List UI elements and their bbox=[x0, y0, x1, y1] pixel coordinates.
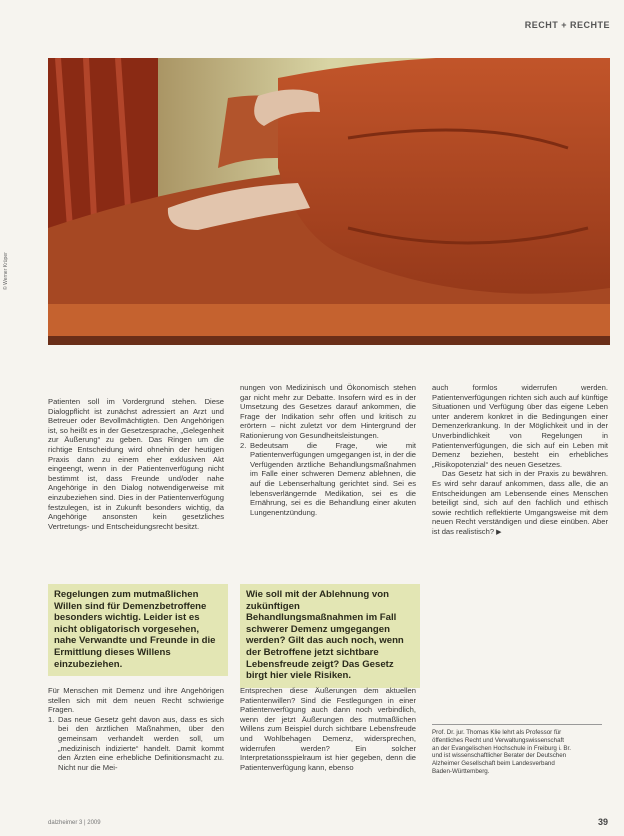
section-header: RECHT + RECHTE bbox=[524, 20, 610, 30]
column-3-paragraph: auch formlos widerrufen werden. Patientenverfügungen richten sich auch auf künftige Situationen und Verfügung über das eigene Leben unter anderem konkret in die Bedingungen einer Demenzerkrankung. In der Möglichkeit und in der Unverbindlichkeit von Regelungen in Patientenverfügungen, die sich auf ein Leben mit Demenz beziehen, besteht ein erhebliches „Risikopotenzial“ des neuen Gesetzes. bbox=[432, 383, 608, 469]
column-1-lower-text bbox=[48, 686, 224, 772]
list-item bbox=[240, 441, 416, 518]
photo-credit: © Werner Krüper bbox=[3, 252, 9, 290]
pull-quote-2: Wie soll mit der Ablehnung von zukünftigen Behandlungsmaßnahmen im Fall schwerer Demenz umgegangen werden? Gilt das auch noch, wenn der Betroffene jetzt sichtbare Lebensfreude zeigt? Das Gesetz birgt hier viele Risiken. bbox=[240, 584, 420, 688]
column-1-lower-paragraph: Für Menschen mit Demenz und ihre Angehörigen stellen sich mit dem neuen Recht schwierige Fragen. bbox=[48, 686, 224, 715]
pull-quote-1: Regelungen zum mutmaßlichen Willen sind für Demenzbetroffene besonders wichtig. Leider ist es nicht obligatorisch vorgesehen, nahe Verwandte und Freunde in die Ermittlung dieses Willens einzubeziehen. bbox=[48, 584, 228, 676]
page-number: 39 bbox=[597, 817, 608, 827]
column-3-paragraph-2-text: Das Gesetz hat sich in der Praxis zu bewähren. Es wird sehr darauf ankommen, dass alle, die an Entscheidungen am Lebensende eines Menschen beteiligt sind, sich auf den fachlich und ethisch sowie rechtlich reflektierte Umgangsweise mit dem neuen Recht verständigen und diese einüben. Aber ist das realistisch? bbox=[432, 469, 608, 536]
column-2-lower-text bbox=[240, 686, 416, 772]
end-mark-icon: ▶ bbox=[496, 528, 502, 536]
divider bbox=[432, 724, 602, 725]
list-number: 2. bbox=[240, 440, 247, 450]
column-1-text bbox=[48, 397, 224, 531]
footer-publication: dalzheimer 3 | 2009 bbox=[48, 820, 101, 826]
author-bio: Prof. Dr. jur. Thomas Klie lehrt als Professor für öffentliches Recht und Verwaltungswissenschaft an der Evangelischen Hochschule in Freiburg i. Br. und ist wissenschaftlicher Berater der Deutschen Alzheimer Gesellschaft beim Landesverband Baden-Württemberg. bbox=[432, 729, 571, 775]
list-number: 1. bbox=[48, 714, 55, 724]
photo-illustration bbox=[48, 58, 610, 345]
column-3-text bbox=[432, 383, 608, 538]
column-2-paragraph: nungen von Medizinisch und Ökonomisch stehen gar nicht mehr zur Debatte. Insofern wird es in der Umsetzung des Gesetzes darauf ankommen, die Frage der Indikation sehr offen und kritisch zu erörtern – nicht zuletzt vor dem Hintergrund der Rationierung von Gesundheitsleistungen. bbox=[240, 383, 416, 440]
column-3-paragraph-2 bbox=[432, 469, 608, 537]
list-item-text: Das neue Gesetz geht davon aus, dass es sich bei den ärztlichen Maßnahmen, über den gemeinsam verhandelt werden soll, um „medizinisch indizierte“ handelt. Damit kommt den Ärzten eine erhebliche Definitionsmacht zu. Nicht nur die Mei- bbox=[58, 714, 224, 772]
column-2-text bbox=[240, 383, 416, 517]
column-2-lower-paragraph: Entsprechen diese Äußerungen dem aktuellen Patientenwillen? Sind die Festlegungen in einer Patientenverfügung auch dann noch verbindlich, wenn der jetzt Äußerungen des mutmaßlichen Willens zum Beispiel durch sichtbare Lebensfreude und Wohlbehagen Demenz, widersprechen, widerrufen werden? Ein solcher Interpretationsspielraum ist hier gegeben, denn die Patientenverfügung kann, ebenso bbox=[240, 686, 416, 772]
list-item-text: Bedeutsam die Frage, wie mit Patientenverfügungen umgegangen ist, in der die Verfügenden ärztliche Behandlungsmaßnahmen im Falle einer schweren Demenz ablehnen, die auf die Lebenserhaltung gerichtet sind. Sei es lebensverlängernde Medikation, sei es die Ernährung, sei es die Behandlung einer akuten Lungenentzündung. bbox=[250, 440, 416, 517]
list-item bbox=[48, 715, 224, 773]
article-photo bbox=[48, 58, 610, 345]
column-1-paragraph: Patienten soll im Vordergrund stehen. Diese Dialogpflicht ist zunächst adressiert an Arzt und Betreuer oder Bevollmächtigten. Den Angehörigen ist, so heißt es in der Gesetzesprache, „Gelegenheit zur Äußerung“ zu geben. Das Ringen um die richtige Entscheidung wird ohnehin der heutigen Praxis dann zu einem eher exklusiven Akt eingeengt, wenn in der Patientenverfügung nicht bestimmt ist, dass Freunde und/oder nahe Angehörige in den Dialog notwendigerweise mit einzubeziehen sind. Dies in der Patientenverfügung festzulegen, ist in Zukunft besonders wichtig, da Angehörige ansonsten kein gesetzliches Vertretungs- und Entscheidungsrecht besitzt. bbox=[48, 397, 224, 531]
